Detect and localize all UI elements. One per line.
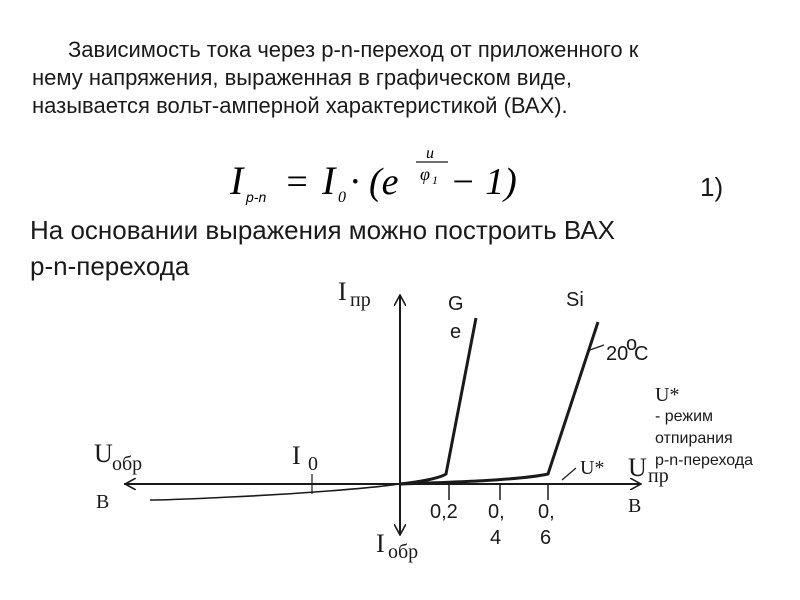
x-neg-unit: B [96, 491, 110, 513]
formula-i0: I [322, 158, 336, 203]
x-pos-label-sub: пр [648, 465, 669, 487]
equation-number: 1) [700, 172, 724, 202]
ge-label-2: e [450, 321, 462, 343]
tick-label-06a: 0, [538, 501, 555, 523]
formula-rest: · (e [350, 161, 399, 203]
x-neg-label-sub: обр [112, 453, 143, 475]
y-pos-label-sub: пр [350, 289, 371, 311]
temp-label-sup: o [626, 333, 638, 355]
temp-label-unit: C [634, 343, 649, 365]
intro-line-2: p-n-перехода [30, 251, 190, 281]
x-pos-label-main: U [628, 453, 647, 482]
tick-label-06b: 6 [540, 527, 552, 549]
ge-label-1: G [448, 293, 464, 315]
reverse-branch-curve [150, 484, 400, 500]
i0-label-main: I [292, 441, 301, 470]
note-line-1: - режим [655, 408, 714, 425]
temp-label: 20 [606, 343, 629, 365]
x-neg-label-main: U [94, 439, 113, 468]
formula-tail: − 1) [450, 161, 517, 203]
note-u: U* [655, 384, 680, 406]
ustar-note [655, 384, 753, 472]
tick-label-02: 0,2 [430, 501, 458, 523]
note-line-2: отпирания [655, 430, 733, 447]
temp-leader [590, 345, 604, 350]
formula-exp-den-sub: 1 [432, 173, 438, 187]
formula-eq: = [284, 161, 310, 203]
x-pos-unit: B [628, 495, 642, 517]
si-label: Si [566, 289, 584, 311]
intro-line-1: На основании выражения можно построить ВАХ [30, 215, 616, 245]
ge-curve [400, 318, 476, 484]
formula-lhs-sub: p-n [246, 189, 267, 205]
paragraph-line-2: нему напряжения, выраженная в графическом виде, [32, 65, 572, 90]
y-neg-label-main: I [376, 529, 385, 558]
y-pos-label-main: I [338, 277, 347, 306]
note-line-3: p-n-перехода [655, 452, 754, 469]
paragraph-line-3: называется вольт-амперной характеристикой (ВАХ). [32, 93, 568, 118]
formula-exp-den: φ [420, 164, 430, 184]
ustar-leader [562, 468, 576, 480]
si-curve [400, 322, 598, 484]
formula-exp-num: u [426, 150, 434, 162]
formula-lhs: I [230, 158, 244, 203]
paragraph-line-1: Зависимость тока через p-n-переход от приложенного к [68, 37, 639, 62]
tick-label-04a: 0, [488, 501, 505, 523]
y-neg-label-sub: обр [388, 541, 419, 563]
tick-label-04b: 4 [490, 527, 502, 549]
ustar-label: U* [580, 457, 605, 479]
i0-label-sub: 0 [308, 453, 318, 475]
formula-i0-sub: 0 [338, 189, 346, 206]
